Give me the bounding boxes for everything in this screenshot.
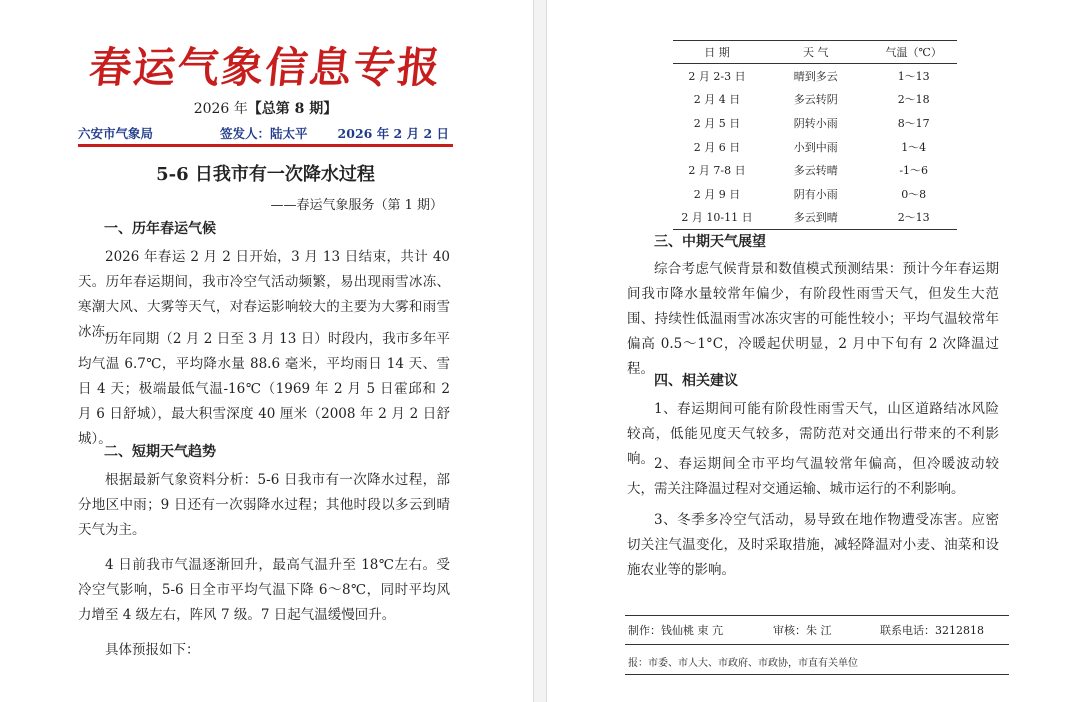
forecast-table — [673, 40, 957, 230]
section1-title: 一、历年春运气候 — [104, 221, 216, 237]
footer-phone: 联系电话：3212818 — [880, 624, 984, 637]
table-row — [673, 64, 957, 88]
table-cell: 2 月 10-11 日 — [673, 206, 761, 230]
section3-p1: 综合考虑气候背景和数值模式预测结果：预计今年春运期间我市降水量较常年偏少，有阶段性雨雪天气，但发生大范围、持续性低温雨雪冰冻灾害的可能性较小；平均气温较常年偏高 0.5～1°C，冷暖起伏明显，2 月中下旬有 2 次降温过程。 — [627, 261, 999, 377]
header-red-rule — [78, 144, 453, 147]
headline: 5-6 日我市有一次降水过程 — [156, 164, 375, 185]
footer-reviewer: 审核：朱 江 — [773, 624, 832, 637]
page-divider — [533, 0, 534, 702]
table-header-date: 日 期 — [673, 41, 761, 64]
table-row — [673, 182, 957, 206]
subhead: ——春运气象服务（第 1 期） — [270, 198, 443, 213]
table-cell: 多云转阴 — [793, 93, 838, 107]
table-cell: 8～17 — [897, 116, 930, 130]
section4-p2: 2、春运期间全市平均气温较常年偏高，但冷暖波动较大，需关注降温过程对交通运输、城市运行的不利影响。 — [627, 456, 999, 497]
table-row — [673, 111, 957, 135]
meta-org: 六安市气象局 — [78, 126, 154, 141]
footer-rule-top — [625, 615, 1009, 616]
masthead-title: 春运气象信息专报 — [86, 43, 445, 92]
footer-rule-middle — [625, 644, 1009, 645]
section2-p3: 具体预报如下： — [105, 642, 200, 658]
table-cell: 阴转小雨 — [793, 116, 838, 130]
table-cell: 2 月 4 日 — [693, 93, 741, 107]
table-cell: 2 月 9 日 — [693, 187, 741, 201]
footer-rule-bottom — [625, 674, 1009, 675]
table-cell: 晴到多云 — [793, 69, 838, 83]
issue-year: 2026 年 — [193, 101, 248, 117]
table-cell: 2 月 2-3 日 — [688, 69, 746, 83]
section2-p2: 4 日前我市气温逐渐回升，最高气温升至 18℃左右。受冷空气影响，5-6 日全市平均气温下降 6～8℃，同时平均风力增至 4 级左右，阵风 7 级。7 日起气温缓慢回升。 — [78, 557, 450, 623]
table-header-row — [673, 41, 957, 64]
table-cell: 2 月 6 日 — [693, 140, 741, 154]
table-cell: 0～8 — [901, 187, 927, 201]
table-cell: 2～13 — [870, 206, 957, 230]
footer-makers: 制作：钱仙桃 束 亢 — [628, 624, 723, 637]
section2-p1: 根据最新气象资料分析：5-6 日我市有一次降水过程，部分地区中雨；9 日还有一次弱降水过程；其他时段以多云到晴天气为主。 — [78, 472, 450, 538]
table-row — [673, 206, 957, 230]
table-row — [673, 158, 957, 182]
table-header-weather: 天 气 — [761, 41, 870, 64]
table-cell: -1～6 — [899, 164, 929, 178]
meta-row — [78, 122, 453, 142]
meta-date: 2026 年 2 月 2 日 — [337, 126, 449, 141]
section1-p2: 历年同期（2 月 2 日至 3 月 13 日）时段内，我市多年平均气温 6.7℃，平均降水量 88.6 毫米，平均雨日 14 天、雪日 4 天；极端最低气温-16℃（1969 年 2 月 5 日霍邱和 2 月 6 日舒城），最大积雪深度 40 厘米（2008 年 2 月 2 日舒城）。 — [78, 331, 450, 447]
table-cell: 2～18 — [897, 93, 930, 107]
table-cell: 阴有小雨 — [793, 187, 838, 201]
section2-title: 二、短期天气趋势 — [104, 444, 216, 460]
section4-p3: 3、冬季多冷空气活动，易导致在地作物遭受冻害。应密切关注气温变化，及时采取措施，减轻降温对小麦、油菜和设施农业等的影响。 — [627, 512, 999, 578]
table-header-temp: 气温（℃） — [870, 41, 957, 64]
table-cell: 2 月 7-8 日 — [688, 164, 746, 178]
table-cell: 多云到晴 — [761, 206, 870, 230]
section1-p1: 2026 年春运 2 月 2 日开始，3 月 13 日结束，共计 40 天。历年春运期间，我市冷空气活动频繁，易出现雨雪冰冻、寒潮大风、大雾等天气，对春运影响较大的主要为大雾和雨雪冰冻。 — [78, 249, 450, 340]
section3-title: 三、中期天气展望 — [654, 234, 766, 250]
issue-number: 【总第 8 期】 — [247, 101, 338, 117]
table-cell: 小到中雨 — [793, 140, 838, 154]
table-row — [673, 135, 957, 159]
table-row — [673, 88, 957, 112]
section4-p1: 1、春运期间可能有阶段性雨雪天气，山区道路结冰风险较高，低能见度天气较多，需防范对交通出行带来的不利影响。 — [627, 401, 999, 467]
footer-distribution: 报：市委、市人大、市政府、市政协，市直有关单位 — [628, 658, 858, 669]
table-cell: 多云转晴 — [793, 164, 838, 178]
meta-signer: 签发人：陆太平 — [220, 126, 308, 141]
table-cell: 2 月 5 日 — [693, 116, 741, 130]
table-cell: 1～4 — [901, 140, 927, 154]
section4-title: 四、相关建议 — [654, 373, 738, 389]
issue-line — [78, 98, 453, 118]
table-cell: 1～13 — [897, 69, 930, 83]
left-page — [0, 0, 533, 702]
